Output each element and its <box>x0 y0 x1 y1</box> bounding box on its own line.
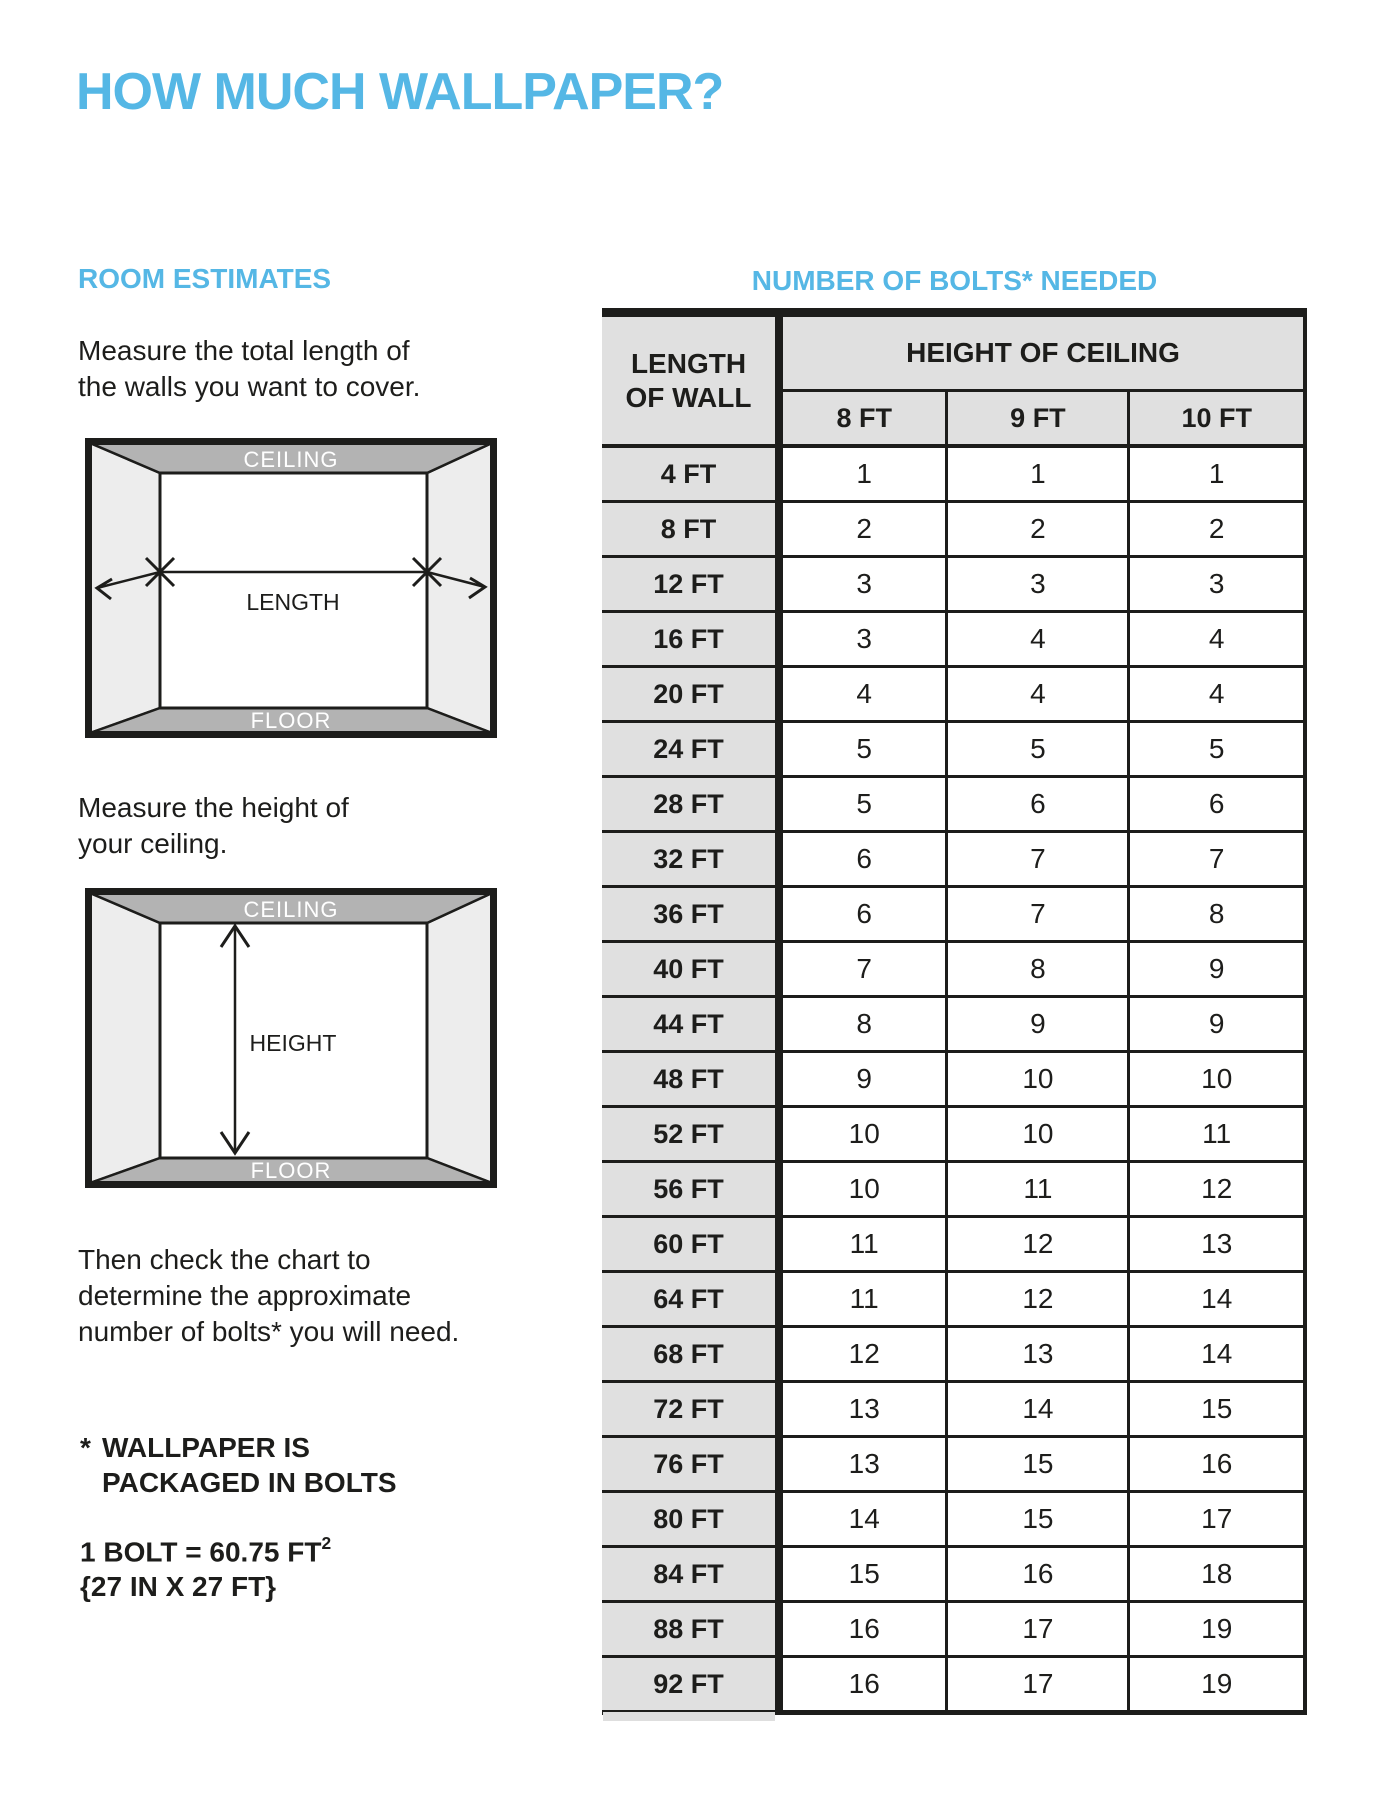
footnote-line: WALLPAPER IS <box>102 1432 310 1463</box>
table-row <box>602 1382 1305 1437</box>
row-label-wall-length: 20 FT <box>602 667 779 722</box>
row-label-wall-length: 36 FT <box>602 887 779 942</box>
page-title: HOW MUCH WALLPAPER? <box>76 63 724 121</box>
row-label-wall-length: 68 FT <box>602 1327 779 1382</box>
row-label-wall-length: 76 FT <box>602 1437 779 1492</box>
left-wall-panel <box>90 893 160 1183</box>
paragraph-line: your ceiling. <box>78 828 228 859</box>
row-label-wall-length: 32 FT <box>602 832 779 887</box>
bolt-count-cell: 5 <box>947 722 1129 777</box>
bolt-count-cell: 9 <box>779 1052 947 1107</box>
height-label: HEIGHT <box>249 1030 337 1056</box>
row-label-wall-length: 92 FT <box>602 1657 779 1713</box>
bolt-count-cell: 3 <box>779 557 947 612</box>
row-label-wall-length: 64 FT <box>602 1272 779 1327</box>
measure-length-paragraph <box>78 333 420 405</box>
table-row <box>602 1492 1305 1547</box>
bolt-count-cell: 16 <box>779 1602 947 1657</box>
room-estimates-heading: ROOM ESTIMATES <box>78 263 332 294</box>
row-label-wall-length: 44 FT <box>602 997 779 1052</box>
bolt-count-cell: 4 <box>947 612 1129 667</box>
bolt-count-cell: 14 <box>947 1382 1129 1437</box>
table-row <box>602 502 1305 557</box>
bolt-count-cell: 14 <box>1129 1327 1305 1382</box>
bolt-count-cell: 6 <box>947 777 1129 832</box>
bolt-size-info <box>80 1528 331 1604</box>
row-label-wall-length: 60 FT <box>602 1217 779 1272</box>
bolt-equation-text: 1 BOLT = 60.75 FT <box>80 1536 322 1568</box>
bolt-count-cell: 10 <box>1129 1052 1305 1107</box>
bolt-count-cell: 17 <box>947 1602 1129 1657</box>
bolt-count-cell: 7 <box>947 887 1129 942</box>
bolt-count-cell: 13 <box>779 1382 947 1437</box>
table-row <box>602 446 1305 502</box>
table-row <box>602 1217 1305 1272</box>
bolt-count-cell: 14 <box>779 1492 947 1547</box>
bolt-count-cell: 9 <box>947 997 1129 1052</box>
row-label-wall-length: 16 FT <box>602 612 779 667</box>
table-row <box>602 777 1305 832</box>
bolt-count-cell: 3 <box>779 612 947 667</box>
row-label-wall-length: 48 FT <box>602 1052 779 1107</box>
bolt-count-cell: 8 <box>1129 887 1305 942</box>
table-row <box>602 722 1305 777</box>
footnote-text <box>102 1430 397 1500</box>
bolt-count-cell: 11 <box>947 1162 1129 1217</box>
room-length-diagram <box>85 438 497 738</box>
bolt-count-cell: 16 <box>1129 1437 1305 1492</box>
bolt-count-cell: 9 <box>1129 997 1305 1052</box>
bolt-count-cell: 8 <box>947 942 1129 997</box>
bolt-count-cell: 11 <box>779 1272 947 1327</box>
row-label-wall-length: 80 FT <box>602 1492 779 1547</box>
bolt-count-cell: 4 <box>947 667 1129 722</box>
bolt-count-cell: 11 <box>779 1217 947 1272</box>
bolt-count-cell: 5 <box>779 722 947 777</box>
table-row <box>602 942 1305 997</box>
table-row <box>602 887 1305 942</box>
bolt-count-cell: 6 <box>779 887 947 942</box>
bolt-count-cell: 1 <box>779 446 947 502</box>
bolt-count-cell: 5 <box>1129 722 1305 777</box>
bolt-count-cell: 12 <box>1129 1162 1305 1217</box>
paragraph-line: number of bolts* you will need. <box>78 1316 460 1347</box>
measure-height-paragraph <box>78 790 349 862</box>
bolt-dimensions-line: {27 IN X 27 FT} <box>80 1571 277 1603</box>
bolt-count-cell: 11 <box>1129 1107 1305 1162</box>
bolt-count-cell: 10 <box>947 1052 1129 1107</box>
bolt-count-cell: 1 <box>1129 446 1305 502</box>
ceiling-label: CEILING <box>243 897 339 922</box>
row-label-wall-length: 56 FT <box>602 1162 779 1217</box>
paragraph-line: determine the approximate <box>78 1280 412 1311</box>
row-label-wall-length: 84 FT <box>602 1547 779 1602</box>
bolt-count-cell: 15 <box>1129 1382 1305 1437</box>
bolt-count-cell: 2 <box>1129 502 1305 557</box>
row-label-wall-length: 28 FT <box>602 777 779 832</box>
bolt-count-cell: 13 <box>779 1437 947 1492</box>
bolt-count-cell: 13 <box>1129 1217 1305 1272</box>
col-header-10ft: 10 FT <box>1129 391 1305 447</box>
bolt-count-cell: 16 <box>947 1547 1129 1602</box>
bolt-count-cell: 3 <box>947 557 1129 612</box>
col-header-9ft: 9 FT <box>947 391 1129 447</box>
ceiling-label: CEILING <box>243 447 339 472</box>
header-line: OF WALL <box>625 381 752 413</box>
table-row <box>602 1437 1305 1492</box>
table-row <box>602 1602 1305 1657</box>
bolt-count-cell: 1 <box>947 446 1129 502</box>
bolt-count-cell: 2 <box>947 502 1129 557</box>
floor-label: FLOOR <box>250 1158 332 1183</box>
bolt-equation-superscript: 2 <box>321 1533 332 1553</box>
bolt-count-cell: 10 <box>779 1162 947 1217</box>
paragraph-line: Measure the height of <box>78 792 349 823</box>
paragraph-line: the walls you want to cover. <box>78 371 421 402</box>
table-row <box>602 557 1305 612</box>
bolt-count-cell: 19 <box>1129 1657 1305 1713</box>
table-row <box>602 1272 1305 1327</box>
right-wall-panel <box>427 893 492 1183</box>
bolt-count-cell: 7 <box>1129 832 1305 887</box>
table-bottom-shadow <box>603 1712 775 1721</box>
paragraph-line: Measure the total length of <box>78 335 410 366</box>
floor-label: FLOOR <box>250 708 332 733</box>
row-label-wall-length: 12 FT <box>602 557 779 612</box>
bolt-count-cell: 8 <box>779 997 947 1052</box>
bolt-count-cell: 4 <box>779 667 947 722</box>
wallpaper-bolts-footnote <box>80 1430 397 1500</box>
bolts-table-container <box>602 308 1307 1715</box>
bolt-count-cell: 10 <box>779 1107 947 1162</box>
bolts-needed-heading: NUMBER OF BOLTS* NEEDED <box>751 265 1158 296</box>
table-row <box>602 1107 1305 1162</box>
bolt-count-cell: 7 <box>947 832 1129 887</box>
bolt-count-cell: 13 <box>947 1327 1129 1382</box>
table-row <box>602 1547 1305 1602</box>
bolt-count-cell: 3 <box>1129 557 1305 612</box>
bolts-table <box>602 308 1307 1715</box>
row-label-wall-length: 72 FT <box>602 1382 779 1437</box>
col-header-8ft: 8 FT <box>779 391 947 447</box>
bolt-count-cell: 17 <box>1129 1492 1305 1547</box>
bolt-count-cell: 14 <box>1129 1272 1305 1327</box>
table-row <box>602 1327 1305 1382</box>
bolt-equation-line <box>80 1528 331 1569</box>
bolt-count-cell: 2 <box>779 502 947 557</box>
row-label-wall-length: 88 FT <box>602 1602 779 1657</box>
bolt-count-cell: 17 <box>947 1657 1129 1713</box>
table-row <box>602 1052 1305 1107</box>
table-row <box>602 667 1305 722</box>
table-header-row <box>602 313 1305 391</box>
bolt-count-cell: 15 <box>779 1547 947 1602</box>
table-row <box>602 1657 1305 1713</box>
height-of-ceiling-header: HEIGHT OF CEILING <box>779 313 1305 391</box>
bolt-count-cell: 15 <box>947 1492 1129 1547</box>
bolt-count-cell: 16 <box>779 1657 947 1713</box>
bolt-count-cell: 4 <box>1129 612 1305 667</box>
bolt-count-cell: 10 <box>947 1107 1129 1162</box>
row-label-wall-length: 24 FT <box>602 722 779 777</box>
bolt-count-cell: 19 <box>1129 1602 1305 1657</box>
room-height-diagram <box>85 888 497 1188</box>
table-row <box>602 1162 1305 1217</box>
length-label: LENGTH <box>246 589 340 615</box>
row-label-wall-length: 52 FT <box>602 1107 779 1162</box>
bolt-count-cell: 12 <box>779 1327 947 1382</box>
bolt-count-cell: 12 <box>947 1272 1129 1327</box>
bolt-count-cell: 9 <box>1129 942 1305 997</box>
header-line: LENGTH <box>630 347 747 379</box>
table-row <box>602 832 1305 887</box>
length-of-wall-header <box>602 313 779 447</box>
table-row <box>602 997 1305 1052</box>
bolt-count-cell: 12 <box>947 1217 1129 1272</box>
row-label-wall-length: 4 FT <box>602 446 779 502</box>
row-label-wall-length: 8 FT <box>602 502 779 557</box>
bolt-count-cell: 5 <box>779 777 947 832</box>
bolt-count-cell: 4 <box>1129 667 1305 722</box>
footnote-asterisk: * <box>80 1432 91 1463</box>
bolt-count-cell: 7 <box>779 942 947 997</box>
bolt-count-cell: 18 <box>1129 1547 1305 1602</box>
row-label-wall-length: 40 FT <box>602 942 779 997</box>
check-chart-paragraph <box>78 1242 459 1350</box>
bolt-count-cell: 15 <box>947 1437 1129 1492</box>
paragraph-line: Then check the chart to <box>78 1244 371 1275</box>
table-row <box>602 612 1305 667</box>
bolts-table-body <box>602 446 1305 1713</box>
bolt-count-cell: 6 <box>779 832 947 887</box>
footnote-line: PACKAGED IN BOLTS <box>102 1467 397 1498</box>
bolt-count-cell: 6 <box>1129 777 1305 832</box>
